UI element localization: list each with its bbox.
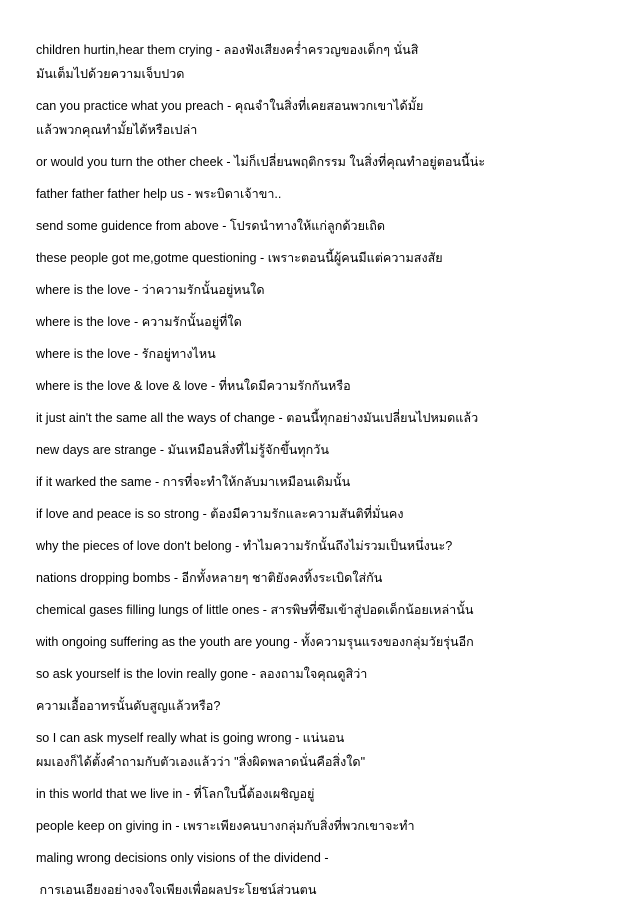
lyric-line: or would you turn the other cheek - ไม่ก็เปลี่ยนพฤติกรรม ในสิ่งที่คุณทำอยู่ตอนนี้น่ะ (36, 155, 486, 169)
lyric-line: these people got me,gotme questioning - เพราะตอนนี้ผู้คนมีแต่ความสงสัย (36, 251, 443, 265)
lyric-line: การเอนเอียงอย่างจงใจเพียงเพื่อผลประโยชน์ส่วนตน (36, 883, 317, 897)
lyric-line: maling wrong decisions only visions of the dividend - (36, 851, 329, 865)
lyric-line: if love and peace is so strong - ต้องมีความรักและความสันติที่มั่นคง (36, 507, 404, 521)
lyric-line: ความเอื้ออาทรนั้นดับสูญแล้วหรือ? (36, 699, 221, 713)
lyric-line: where is the love - ว่าความรักนั้นอยู่หนใด (36, 283, 265, 297)
lyric-line: new days are strange - มันเหมือนสิ่งที่ไม่รู้จักขึ้นทุกวัน (36, 443, 329, 457)
lyric-line: where is the love - รักอยู่ทางไหน (36, 347, 216, 361)
lyric-line: where is the love - ความรักนั้นอยู่ที่ใด (36, 315, 242, 329)
lyric-line: in this world that we live in - ที่โลกใบนี้ต้องเผชิญอยู่ (36, 787, 315, 801)
lyric-line: can you practice what you preach - คุณจำในสิ่งที่เคยสอนพวกเขาได้มั้ย แล้วพวกคุณทำมั้ยได้หรือเปล่า (36, 99, 424, 137)
lyric-line: where is the love & love & love - ที่หนใดมีความรักกันหรือ (36, 379, 351, 393)
lyric-line: why the pieces of love don't belong - ทำไมความรักนั้นถึงไม่รวมเป็นหนึ่งนะ? (36, 539, 453, 553)
lyric-line: send some guidence from above - โปรดนำทางให้แก่ลูกด้วยเถิด (36, 219, 386, 233)
lyric-line: if it warked the same - การที่จะทำให้กลับมาเหมือนเดิมนั้น (36, 475, 351, 489)
lyrics-document (36, 38, 606, 902)
lyric-line: father father father help us - พระบิดาเจ้าขา.. (36, 187, 282, 201)
lyric-line: with ongoing suffering as the youth are young - ทั้งความรุนแรงของกลุ่มวัยรุ่นอีก (36, 635, 474, 649)
lyric-line: it just ain't the same all the ways of change - ตอนนี้ทุกอย่างมันเปลี่ยนไปหมดแล้ว (36, 411, 479, 425)
lyric-line: so ask yourself is the lovin really gone - ลองถามใจคุณดูสิว่า (36, 667, 368, 681)
lyric-line: chemical gases filling lungs of little ones - สารพิษที่ซึมเข้าสู่ปอดเด็กน้อยเหล่านั้น (36, 603, 474, 617)
lyric-line: people keep on giving in - เพราะเพียงคนบางกลุ่มกับสิ่งที่พวกเขาจะทำ (36, 819, 415, 833)
lyric-line: so I can ask myself really what is going wrong - แน่นอน ผมเองก็ได้ตั้งคำถามกับตัวเองแล้วว่า "สิ่งผิดพลาดนั่นคือสิ่งใด" (36, 731, 366, 769)
lyric-line: children hurtin,hear them crying - ลองฟังเสียงคร่ำครวญของเด็กๆ นั่นสิ มันเต็มไปด้วยความเจ็บปวด (36, 43, 419, 81)
lyric-line: nations dropping bombs - อีกทั้งหลายๆ ชาติยังคงทิ้งระเบิดใส่กัน (36, 571, 383, 585)
